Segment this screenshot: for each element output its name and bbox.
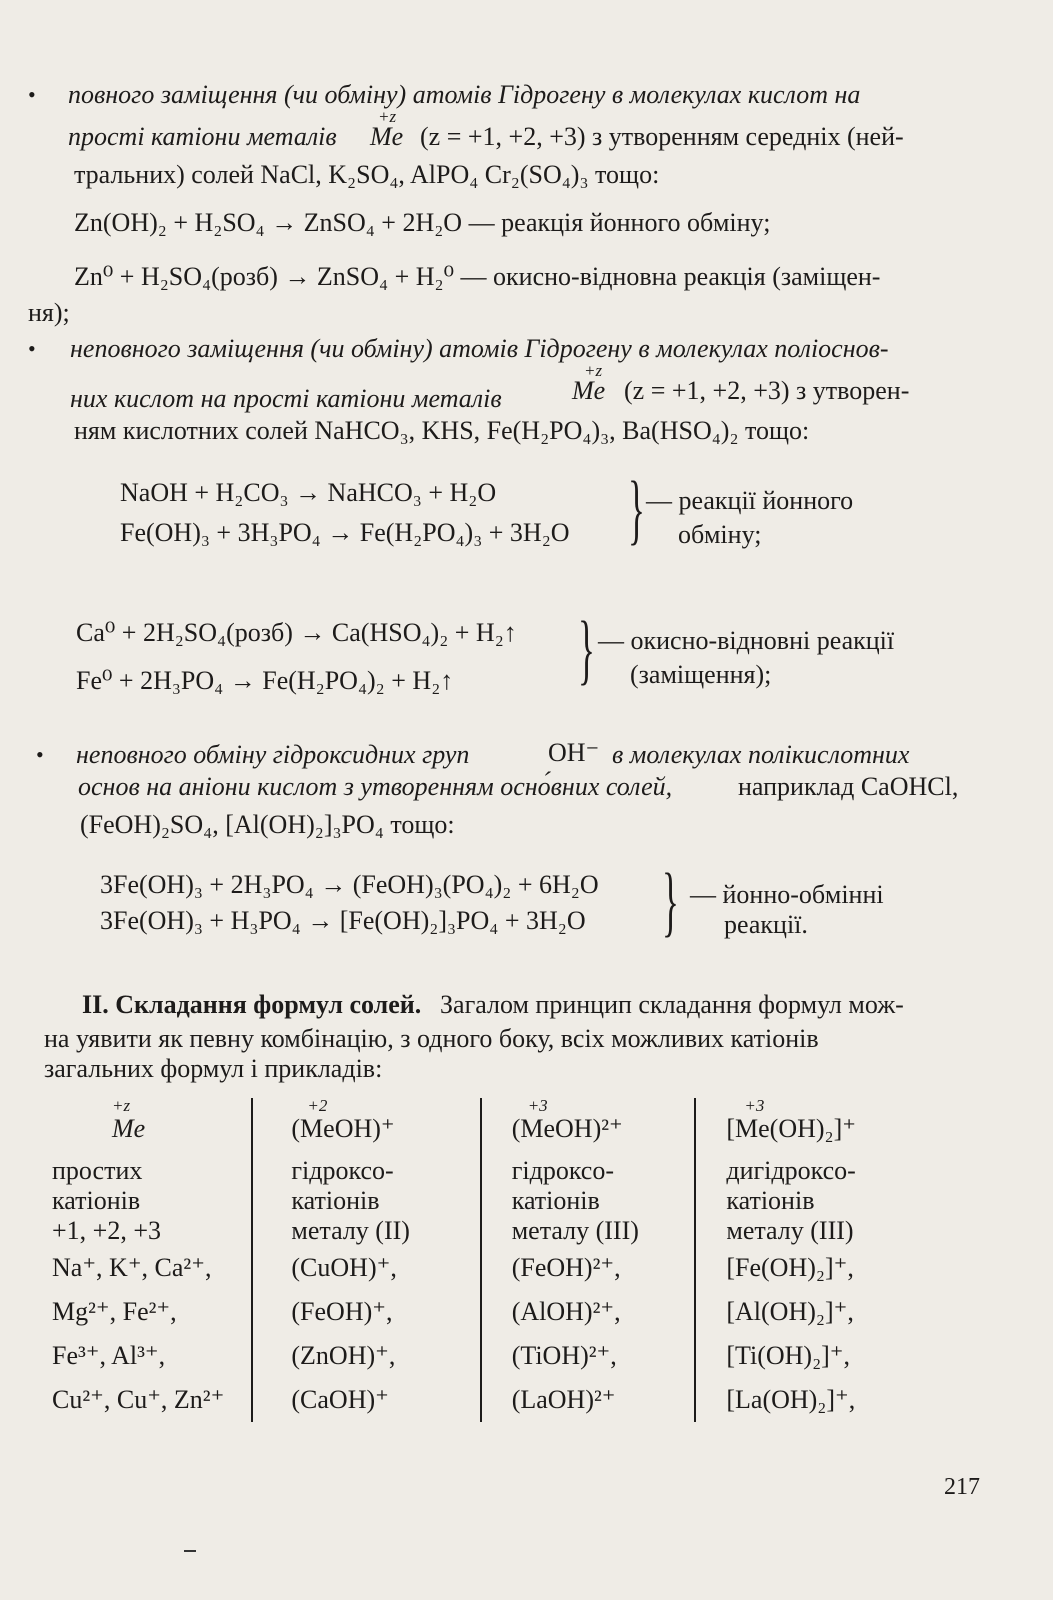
example: (TiOH)²⁺,: [511, 1341, 617, 1370]
equation-ion-exchange: Zn(OH)₂ + H₂SO₄ → ZnSO₄ + 2H₂O — реакція йонного обміну;: [74, 208, 771, 237]
oxidation-state: +z: [112, 1096, 131, 1115]
example: Na⁺, K⁺, Ca²⁺,: [52, 1253, 212, 1282]
example: (AlOH)²⁺,: [511, 1297, 621, 1326]
bullet2-line3: ням кислотних солей NaHCO₃, KHS, Fe(H₂PO₄)₃, Ba(HSO₄)₂ тощо:: [74, 416, 810, 445]
right-brace: }: [662, 857, 679, 944]
col-desc: катіонів: [511, 1186, 600, 1215]
bullet1-line2-rest: (z = +1, +2, +3) з утворенням середніх (ней-: [420, 122, 904, 151]
col-desc: катіонів: [52, 1186, 141, 1215]
page-number: 217: [944, 1474, 980, 1500]
bullet1-line3: тральних) солей NaCl, K₂SO₄, AlPO₄ Cr₂(SO₄)₃ тощо:: [74, 160, 660, 189]
examples-dihydroxo-iii: [695, 1246, 856, 1422]
oxidation-state: +3: [744, 1096, 765, 1115]
col-desc: катіонів: [726, 1186, 815, 1215]
brace-note: обміну;: [678, 520, 762, 549]
col-desc: дигідроксо-: [726, 1156, 856, 1185]
example: [La(OH)₂]⁺,: [726, 1385, 856, 1414]
equation: Fe⁰ + 2H₃PO₄ → Fe(H₂PO₄)₂ + H₂↑: [76, 666, 454, 695]
bullet2-line2-rest: (z = +1, +2, +3) з утворен-: [624, 376, 910, 405]
example: (ZnOH)⁺,: [291, 1341, 396, 1370]
example: (CuOH)⁺,: [291, 1253, 397, 1282]
cation-formula: (MeOH)²⁺: [511, 1114, 623, 1143]
example: [Ti(OH)₂]⁺,: [726, 1341, 851, 1370]
table-row: [44, 1246, 856, 1422]
col-desc: +1, +2, +3: [52, 1216, 161, 1245]
right-brace: }: [578, 605, 595, 692]
equation-redox: Zn⁰ + H₂SO₄(розб) → ZnSO₄ + H₂⁰ — окисно-відновна реакція (заміщен-: [74, 262, 881, 291]
cation-formula: (MeOH)⁺: [291, 1114, 395, 1143]
bullet3-line2-rest: наприклад CaOHCl,: [738, 772, 959, 801]
bullet3-line3: (FeOH)₂SO₄, [Al(OH)₂]₃PO₄ тощо:: [80, 810, 455, 839]
section-text: загальних формул і прикладів:: [44, 1054, 383, 1083]
col-desc: гідроксо-: [511, 1156, 615, 1185]
col-desc: гідроксо-: [291, 1156, 394, 1185]
brace-note: реакції.: [724, 910, 808, 939]
bullet-marker: •: [28, 82, 36, 107]
bullet1-line1: повного заміщення (чи обміну) атомів Гідрогену в молекулах кислот на: [68, 80, 861, 109]
equation: NaOH + H₂CO₃ → NaHCO₃ + H₂O: [120, 478, 497, 507]
me-oxidation-state: +z: [584, 361, 603, 380]
brace-note: — окисно-відновні реакції: [598, 626, 895, 655]
equation-redox-cont: ня);: [28, 298, 70, 327]
equation: Ca⁰ + 2H₂SO₄(розб) → Ca(HSO₄)₂ + H₂↑: [76, 618, 517, 647]
col-desc: металу (III): [511, 1216, 639, 1245]
table-header-row: [44, 1098, 856, 1246]
right-brace: }: [628, 465, 645, 552]
me-symbol: Me: [370, 122, 404, 151]
me-symbol: Me: [572, 376, 606, 405]
bullet2-line1: неповного заміщення (чи обміну) атомів Гідрогену в молекулах поліоснов-: [70, 334, 889, 363]
cation-formula: Me: [112, 1114, 146, 1143]
example: (LaOH)²⁺: [511, 1385, 616, 1414]
oxidation-state: +2: [307, 1096, 328, 1115]
example: Cu²⁺, Cu⁺, Zn²⁺: [52, 1385, 225, 1414]
examples-hydroxo-ii: [252, 1246, 480, 1422]
example: (CaOH)⁺: [291, 1385, 389, 1414]
examples-simple: [44, 1246, 252, 1422]
example: [Al(OH)₂]⁺,: [726, 1297, 854, 1326]
brace-note: — йонно-обмінні: [690, 880, 884, 909]
example: Mg²⁺, Fe²⁺,: [52, 1297, 177, 1326]
cation-formula: [Me(OH)₂]⁺: [726, 1114, 856, 1143]
col-hydroxo-ii: [252, 1098, 480, 1246]
example: (FeOH)²⁺,: [511, 1253, 621, 1282]
hydroxide-ion: OH⁻: [548, 738, 600, 767]
col-hydroxo-iii: [481, 1098, 696, 1246]
bullet3-line1-italic: неповного обміну гідроксидних груп: [76, 740, 470, 769]
equation: 3Fe(OH)₃ + 2H₃PO₄ → (FeOH)₃(PO₄)₂ + 6H₂O: [100, 870, 599, 899]
me-oxidation-state: +z: [378, 107, 397, 126]
section-heading: II. Складання формул солей.: [82, 990, 422, 1019]
col-dihydroxo-iii: [695, 1098, 856, 1246]
col-desc: металу (III): [726, 1216, 854, 1245]
col-desc: катіонів: [291, 1186, 380, 1215]
examples-hydroxo-iii: [481, 1246, 696, 1422]
bullet1-line2-italic: прості катіони металів: [68, 122, 337, 151]
col-simple-cations: [44, 1098, 252, 1246]
bullet3-line1-rest: в молекулах полікислотних: [612, 740, 910, 769]
section-text: Загалом принцип складання формул мож-: [440, 990, 904, 1019]
equation: 3Fe(OH)₃ + H₃PO₄ → [Fe(OH)₂]₃PO₄ + 3H₂O: [100, 906, 586, 935]
example: Fe³⁺, Al³⁺,: [52, 1341, 166, 1370]
oxidation-state: +3: [527, 1096, 548, 1115]
col-desc: простих: [52, 1156, 143, 1185]
equation: Fe(OH)₃ + 3H₃PO₄ → Fe(H₂PO₄)₃ + 3H₂O: [120, 518, 570, 547]
bullet-marker: •: [28, 336, 36, 361]
example: [Fe(OH)₂]⁺,: [726, 1253, 854, 1282]
col-desc: металу (II): [291, 1216, 410, 1245]
bullet2-line2-italic: них кислот на прості катіони металів: [70, 384, 502, 413]
bullet3-line2-italic: основ на аніони кислот з утворенням осно́вних солей,: [78, 772, 673, 801]
brace-note: (заміщення);: [630, 660, 772, 689]
section-text: на уявити як певну комбінацію, з одного боку, всіх можливих катіонів: [44, 1024, 819, 1053]
margin-mark: [184, 1550, 196, 1552]
brace-note: — реакції йонного: [646, 486, 854, 515]
example: (FeOH)⁺,: [291, 1297, 393, 1326]
cations-table: [44, 1098, 856, 1422]
bullet-marker: •: [36, 742, 44, 767]
